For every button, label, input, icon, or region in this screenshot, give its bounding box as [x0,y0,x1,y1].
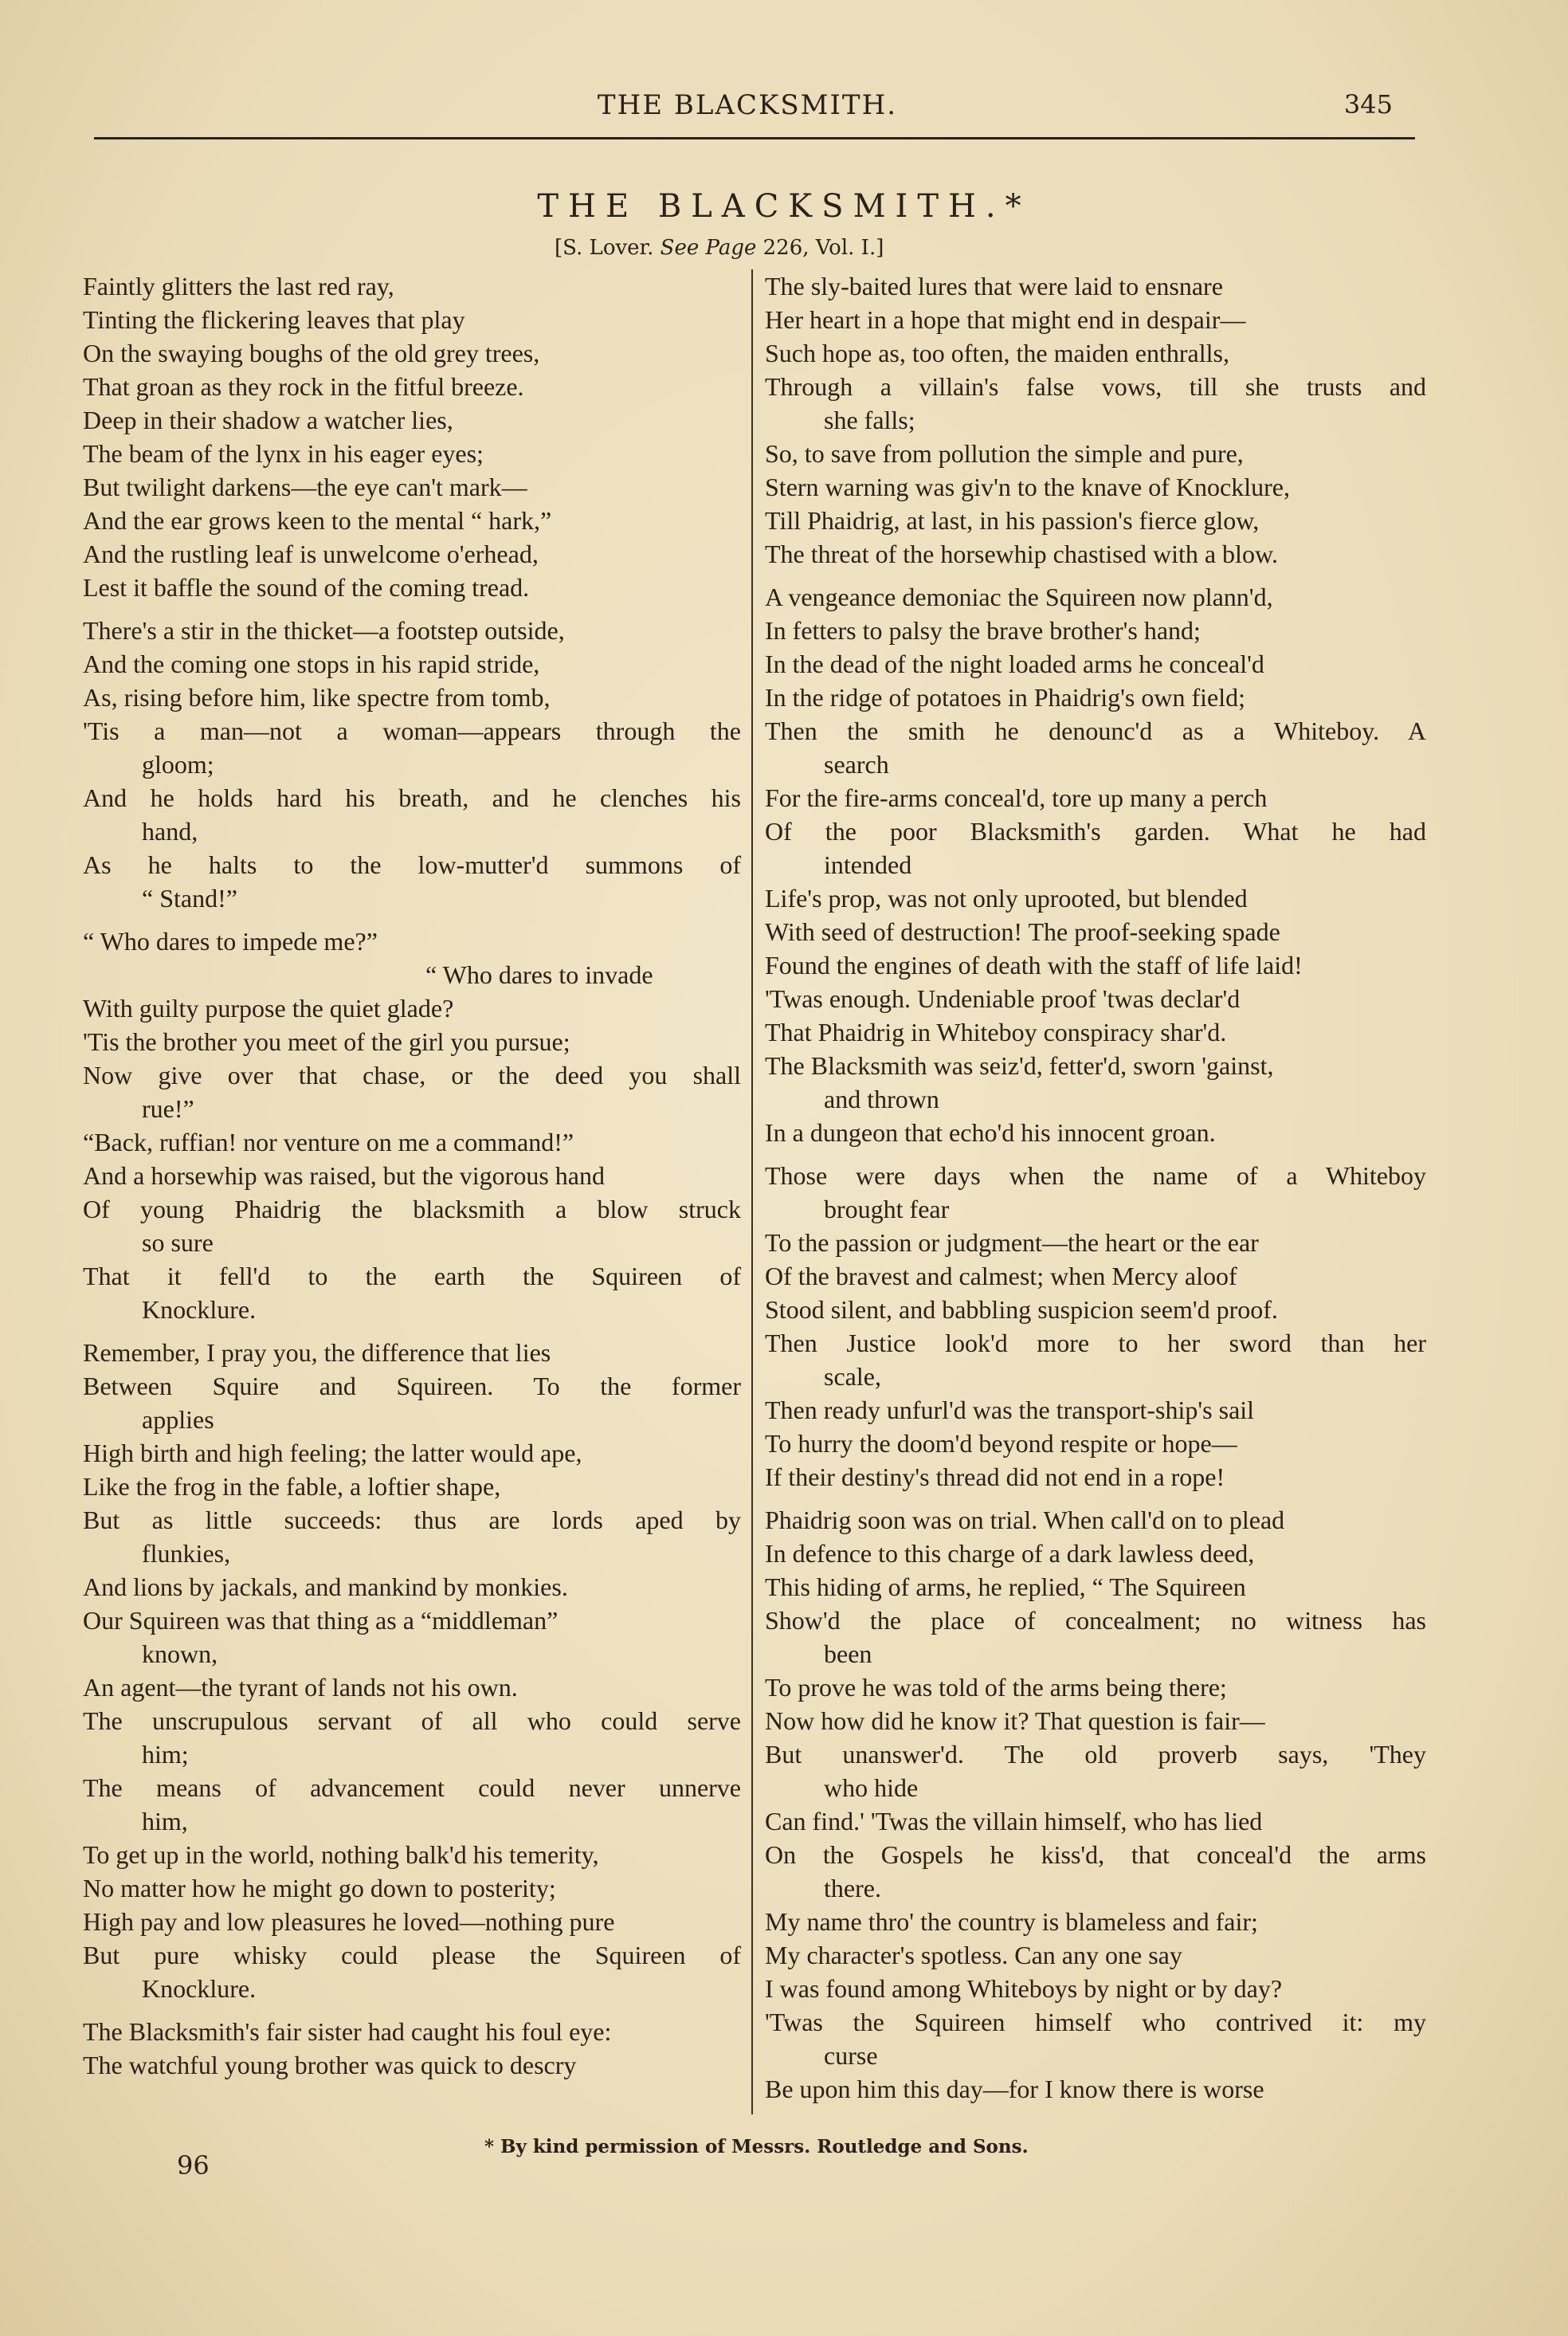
poem-line: And the coming one stops in his rapid stride, [83,650,540,678]
poem-line: him; [142,1740,189,1769]
poem-line: Phaidrig soon was on trial. When call'd on to plead [765,1506,1285,1534]
poem-line: An agent—the tyrant of lands not his own. [83,1673,518,1702]
poem-line: With guilty purpose the quiet glade? [83,994,454,1023]
poem-line: Tinting the flickering leaves that play [83,305,465,334]
stanza [83,2015,741,2082]
poem-line: Stood silent, and babbling suspicion seem'd proof. [765,1295,1278,1324]
poem-line: Can find.' 'Twas the villain himself, who has lied [765,1807,1263,1835]
stanza [83,1336,741,2005]
poem-line: known, [142,1639,218,1668]
poem-line: 'Tis the brother you meet of the girl you pursue; [83,1027,570,1056]
poem-line: Deep in their shadow a watcher lies, [83,406,453,434]
poem-line: For the fire-arms conceal'd, tore up many a perch [765,783,1268,812]
poem-line: Of the poor Blacksmith's garden. What he had [765,817,1426,846]
page-number: 345 [1343,89,1393,120]
poem-line: On the swaying boughs of the old grey trees, [83,339,540,367]
poem-line: The beam of the lynx in his eager eyes; [83,439,484,468]
poem-line: A vengeance demoniac the Squireen now plann'd, [765,583,1273,611]
poem-line: On the Gospels he kiss'd, that conceal'd the arms [765,1840,1426,1869]
poem-line: The unscrupulous servant of all who could serve [83,1706,741,1735]
stanza [765,580,1426,1149]
poem-line: In fetters to palsy the brave brother's hand; [765,616,1201,645]
poem-line: and thrown [824,1085,939,1113]
poem-line: “ Stand!” [142,884,237,913]
attribution [555,236,884,260]
poem-line: so sure [142,1228,214,1257]
left-column [83,269,741,2091]
poem-line: gloom; [142,750,214,779]
poem-line: If their destiny's thread did not end in a rope! [765,1462,1225,1491]
poem-line: intended [824,850,912,879]
poem-line: The watchful young brother was quick to descry [83,2051,577,2079]
poem-line: That it fell'd to the earth the Squireen of [83,1262,741,1290]
poem-line: And the ear grows keen to the mental “ hark,” [83,506,552,535]
poem-line: Then Justice look'd more to her sword than her [765,1329,1426,1357]
poem-line: “ Who dares to invade [425,960,653,989]
poem-line: Stern warning was giv'n to the knave of Knocklure, [765,473,1290,501]
poem-line: been [824,1639,872,1668]
poem-line: There's a stir in the thicket—a footstep outside, [83,616,565,645]
poem-line: My character's spotless. Can any one say [765,1941,1182,1969]
poem-line: she falls; [824,406,915,434]
poem-line: Show'd the place of concealment; no witness has [765,1606,1426,1635]
poem-line: As he halts to the low-mutter'd summons of [83,850,741,879]
poem-line: “Back, ruffian! nor venture on me a command!” [83,1128,574,1156]
poem-line: To get up in the world, nothing balk'd his temerity, [83,1840,599,1869]
poem-line: That Phaidrig in Whiteboy conspiracy shar'd. [765,1018,1227,1046]
stanza [765,1159,1426,1494]
poem-line: In a dungeon that echo'd his innocent groan. [765,1118,1216,1147]
poem-line: But twilight darkens—the eye can't mark— [83,473,527,501]
poem-line: And the rustling leaf is unwelcome o'erhead, [83,540,539,568]
poem-line: 'Twas the Squireen himself who contrived it: my [765,2008,1426,2036]
poem-line: there. [824,1874,881,1902]
poem-line: To prove he was told of the arms being there; [765,1673,1227,1702]
poem-line: Now give over that chase, or the deed you shall [83,1061,741,1089]
poem-line: flunkies, [142,1539,231,1568]
poem-line: In the dead of the night loaded arms he conceal'd [765,650,1264,678]
poem-line: brought fear [824,1195,950,1223]
poem-line: I was found among Whiteboys by night or by day? [765,1974,1283,2003]
poem-line: To the passion or judgment—the heart or the ear [765,1228,1259,1257]
poem-line: The Blacksmith's fair sister had caught his foul eye: [83,2017,612,2046]
poem-title: THE BLACKSMITH.* [537,188,1031,225]
stanza [83,269,741,604]
poem-line: But unanswer'd. The old proverb says, 'They [765,1740,1426,1769]
poem-line: Then ready unfurl'd was the transport-ship's sail [765,1396,1255,1424]
poem-line: Then the smith he denounc'd as a Whiteboy. A [765,717,1426,745]
right-column [765,269,1426,2115]
poem-line: The Blacksmith was seiz'd, fetter'd, sworn 'gainst, [765,1051,1274,1080]
running-title: THE BLACKSMITH. [597,89,898,121]
footnote: * By kind permission of Messrs. Routledge and Sons. [484,2136,1029,2157]
poem-line: So, to save from pollution the simple and pure, [765,439,1244,468]
poem-line: curse [824,2041,878,2070]
poem-line: who hide [824,1773,919,1802]
poem-line: In defence to this charge of a dark lawless deed, [765,1539,1255,1568]
poem-line: To hurry the doom'd beyond respite or hope— [765,1429,1237,1458]
poem-line: Knocklure. [142,1295,257,1324]
poem-line: search [824,750,889,779]
poem-line: That groan as they rock in the fitful breeze. [83,372,524,401]
poem-line: The sly-baited lures that were laid to ensnare [765,272,1223,300]
poem-line: No matter how he might go down to posterity; [83,1874,556,1902]
poem-line: With seed of destruction! The proof-seeking spade [765,917,1280,946]
column-rule [751,269,753,2114]
poem-line: 'Tis a man—not a woman—appears through the [83,717,741,745]
poem-line: Such hope as, too often, the maiden enthralls, [765,339,1229,367]
poem-line: Faintly glitters the last red ray, [83,272,394,300]
poem-line: Remember, I pray you, the difference that lies [83,1338,551,1367]
poem-line: But pure whisky could please the Squireen of [83,1941,741,1969]
poem-line: Lest it baffle the sound of the coming tread. [83,573,530,602]
poem-line: Knocklure. [142,1974,257,2003]
poem-line: Life's prop, was not only uprooted, but blended [765,884,1248,913]
poem-line: In the ridge of potatoes in Phaidrig's own field; [765,683,1245,712]
poem-line: The means of advancement could never unnerve [83,1773,741,1802]
poem-line: Our Squireen was that thing as a “middleman” [83,1606,559,1635]
attribution-author: [S. Lover. [555,236,654,260]
stanza [83,925,741,1326]
poem-line: High birth and high feeling; the latter would ape, [83,1439,582,1467]
poem-line: 'Twas enough. Undeniable proof 'twas declar'd [765,984,1241,1013]
stanza [765,1503,1426,2106]
page-header [94,89,1401,137]
poem-line: Found the engines of death with the staff of life laid! [765,951,1303,980]
attribution-see: See Page [660,236,757,260]
poem-line: Like the frog in the fable, a loftier shape, [83,1472,501,1501]
poem-line: rue!” [142,1094,194,1123]
poem-line: My name thro' the country is blameless and fair; [765,1907,1258,1936]
poem-line: applies [142,1405,214,1434]
stanza [83,614,741,915]
poem-line: Of the bravest and calmest; when Mercy aloof [765,1262,1237,1290]
header-rule [94,137,1415,139]
poem-line: And lions by jackals, and mankind by monkies. [83,1572,568,1601]
poem-line: Till Phaidrig, at last, in his passion's fierce glow, [765,506,1260,535]
poem-line: High pay and low pleasures he loved—nothing pure [83,1907,615,1936]
poem-line: “ Who dares to impede me?” [83,927,378,956]
stanza [765,269,1426,571]
poem-line: Between Squire and Squireen. To the former [83,1372,741,1400]
poem-line: Now how did he know it? That question is fair— [765,1706,1265,1735]
poem-line: Those were days when the name of a Whiteboy [765,1161,1426,1190]
poem-line: And he holds hard his breath, and he clenches his [83,783,741,812]
poem-line: This hiding of arms, he replied, “ The Squireen [765,1572,1246,1601]
poem-line: As, rising before him, like spectre from tomb, [83,683,551,712]
poem-line: Of young Phaidrig the blacksmith a blow struck [83,1195,741,1223]
poem-line: And a horsewhip was raised, but the vigorous hand [83,1161,605,1190]
poem-line: scale, [824,1362,881,1391]
poem-line: Be upon him this day—for I know there is worse [765,2075,1264,2103]
poem-line: hand, [142,817,198,846]
poem-line: Her heart in a hope that might end in despair— [765,305,1246,334]
signature-mark: 96 [177,2150,210,2181]
poem-line: Through a villain's false vows, till she trusts and [765,372,1426,401]
poem-line: The threat of the horsewhip chastised with a blow. [765,540,1278,568]
attribution-ref: 226, Vol. I.] [762,236,884,260]
poem-line: him, [142,1807,188,1835]
poem-line: But as little succeeds: thus are lords aped by [83,1506,741,1534]
